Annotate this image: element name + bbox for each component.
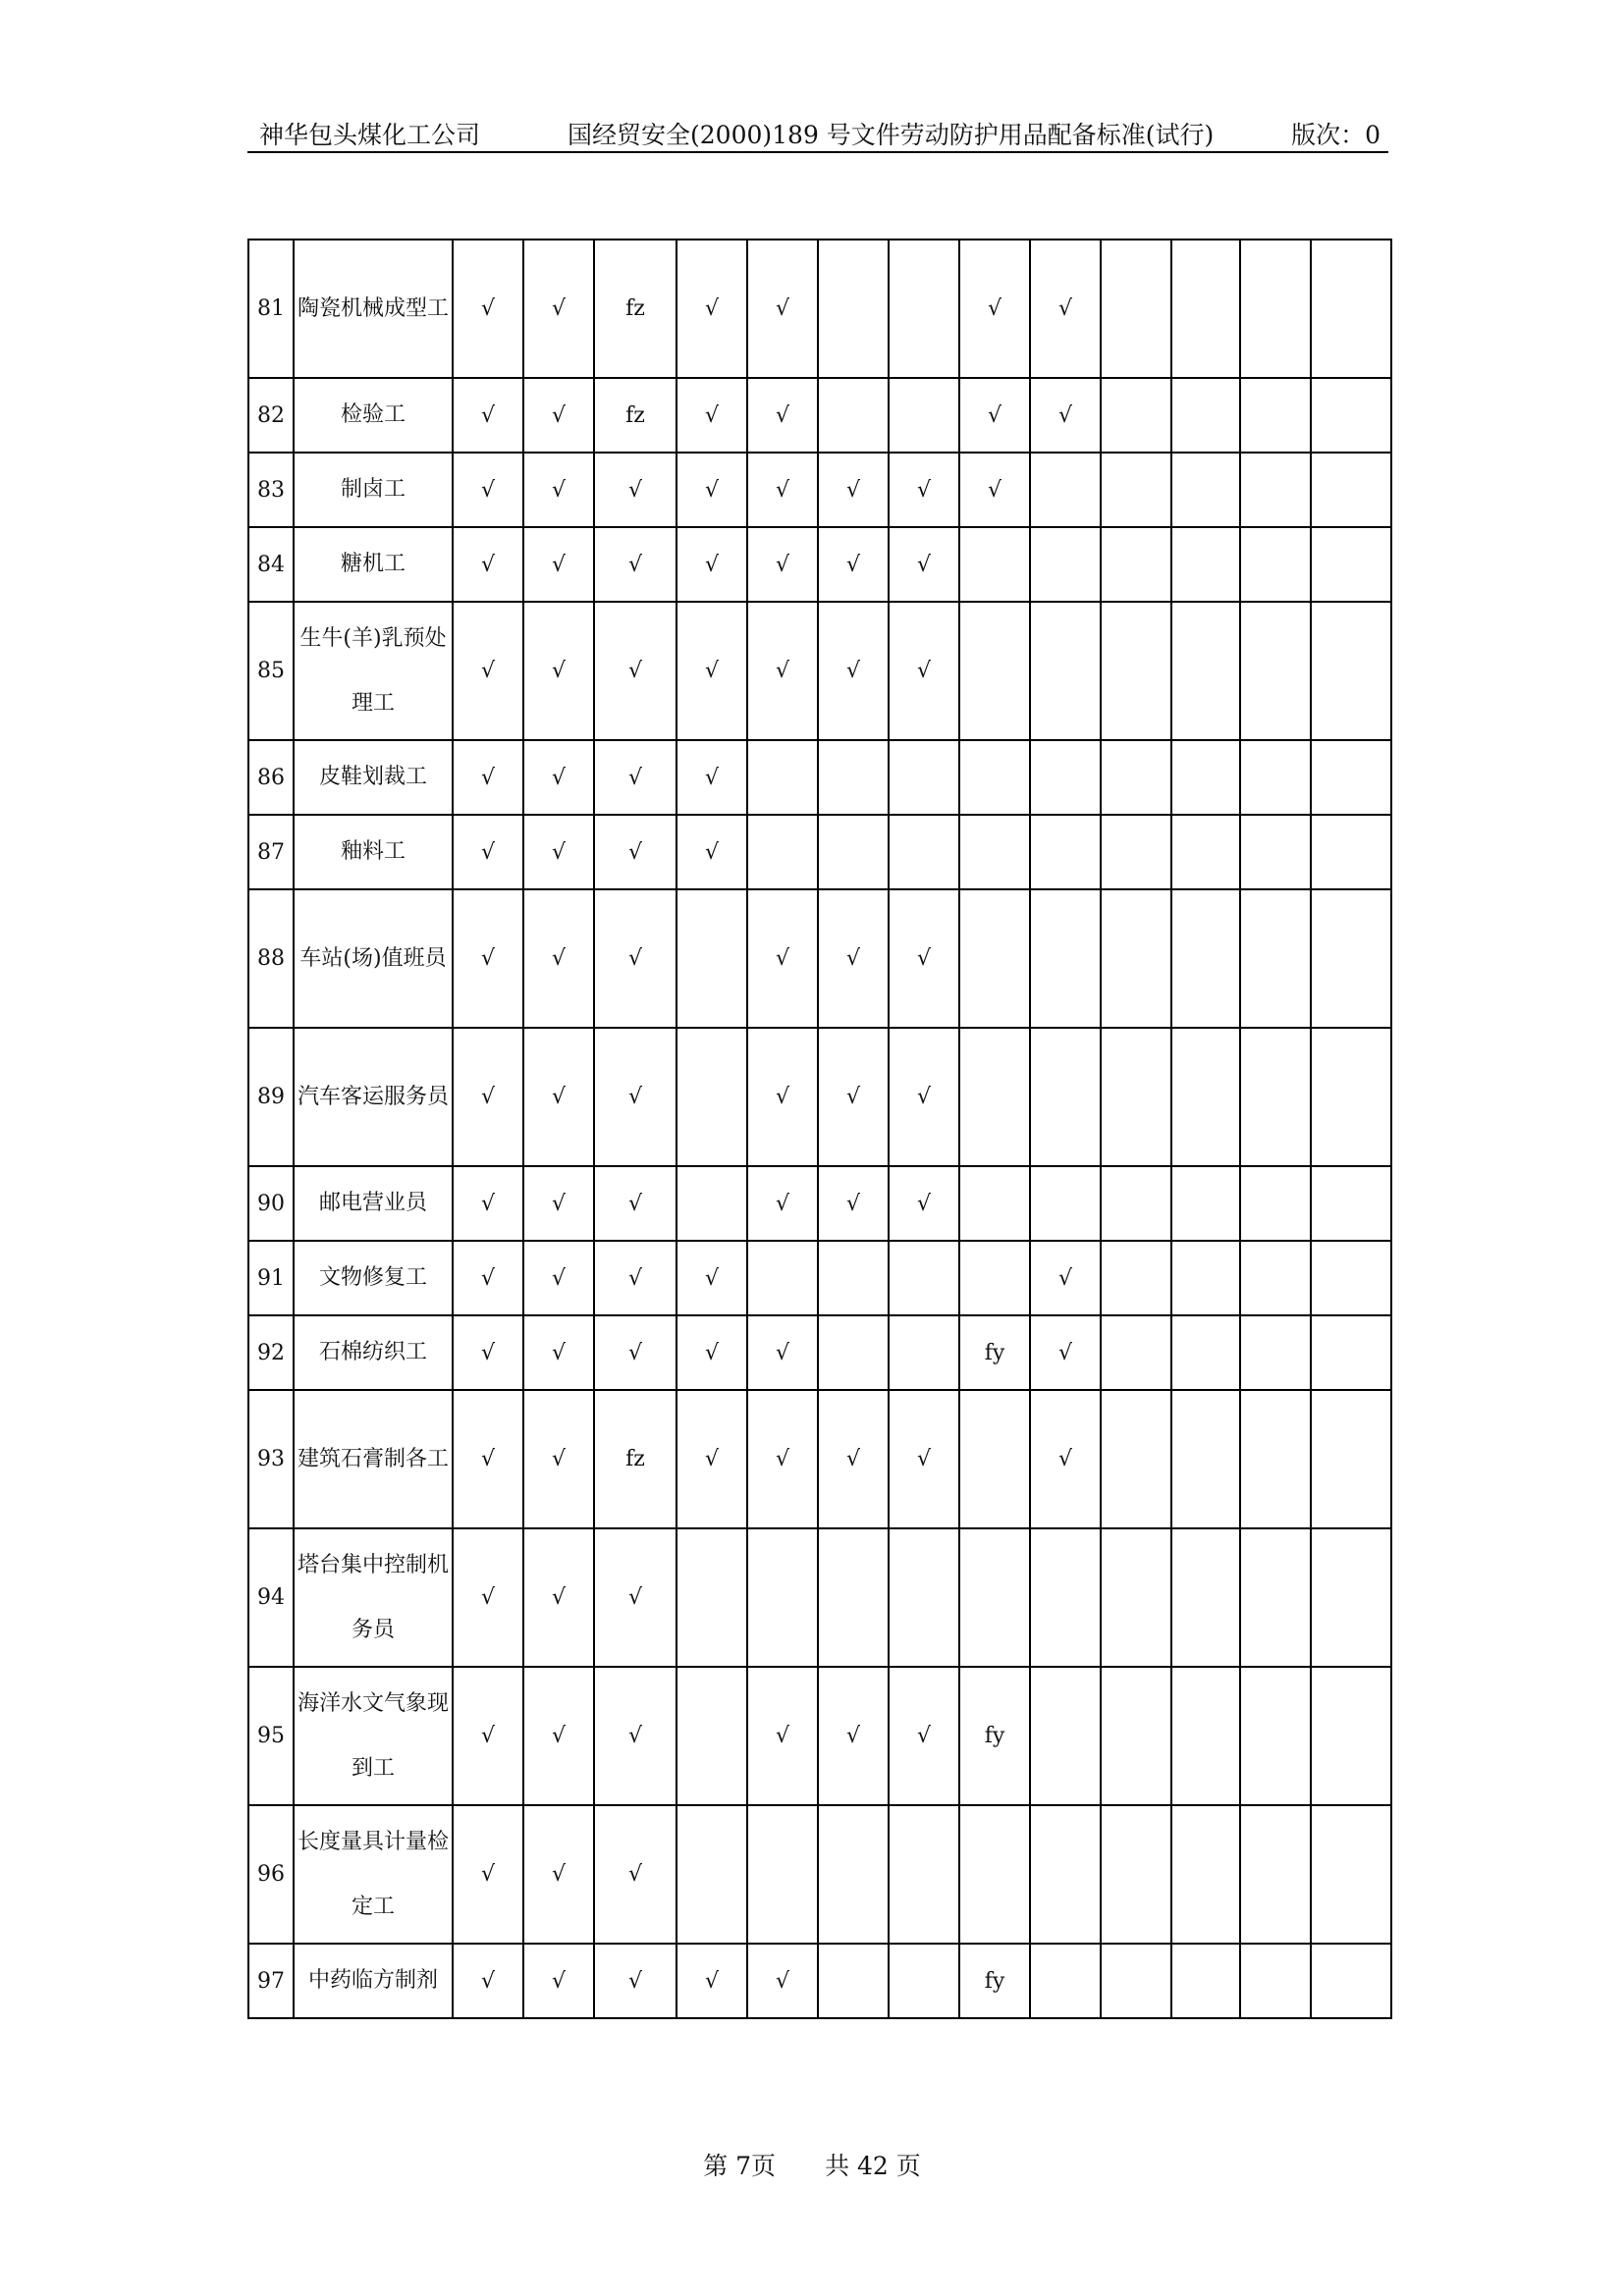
job-title: 邮电营业员 — [294, 1166, 453, 1241]
row-number: 87 — [248, 815, 294, 889]
equipment-cell — [1101, 1315, 1171, 1390]
equipment-cell: √ — [959, 378, 1030, 453]
job-title: 文物修复工 — [294, 1241, 453, 1315]
row-number: 96 — [248, 1805, 294, 1944]
equipment-cell: √ — [523, 1528, 594, 1667]
equipment-cell: √ — [677, 240, 747, 378]
equipment-cell — [1101, 602, 1171, 740]
equipment-cell — [959, 527, 1030, 602]
equipment-cell — [818, 378, 889, 453]
equipment-cell — [1311, 1805, 1391, 1944]
equipment-cell — [1101, 378, 1171, 453]
equipment-cell: √ — [747, 1166, 818, 1241]
equipment-cell: √ — [453, 740, 523, 815]
equipment-cell — [959, 1805, 1030, 1944]
table-row — [248, 1667, 1391, 1805]
equipment-cell — [1101, 1528, 1171, 1667]
equipment-cell: √ — [523, 378, 594, 453]
equipment-cell — [889, 740, 959, 815]
equipment-cell — [1240, 1241, 1311, 1315]
equipment-cell: √ — [818, 1390, 889, 1528]
equipment-cell — [959, 1528, 1030, 1667]
equipment-cell — [1311, 1315, 1391, 1390]
equipment-cell: √ — [677, 1315, 747, 1390]
equipment-cell: √ — [747, 602, 818, 740]
equipment-cell — [1030, 453, 1101, 527]
equipment-cell — [677, 1805, 747, 1944]
equipment-cell — [1240, 1028, 1311, 1166]
equipment-cell — [1311, 815, 1391, 889]
equipment-cell — [677, 1028, 747, 1166]
equipment-cell: √ — [523, 1315, 594, 1390]
equipment-cell — [1171, 602, 1240, 740]
equipment-cell — [889, 815, 959, 889]
equipment-cell: √ — [747, 1944, 818, 2018]
equipment-cell: √ — [677, 740, 747, 815]
equipment-cell — [818, 1315, 889, 1390]
equipment-cell — [1101, 889, 1171, 1028]
equipment-cell: √ — [818, 1028, 889, 1166]
equipment-cell: √ — [594, 815, 677, 889]
equipment-cell — [747, 1241, 818, 1315]
equipment-cell — [677, 1667, 747, 1805]
equipment-cell — [1171, 378, 1240, 453]
equipment-cell — [1171, 1944, 1240, 2018]
table-row — [248, 1390, 1391, 1528]
equipment-cell — [1311, 889, 1391, 1028]
equipment-cell: √ — [523, 1028, 594, 1166]
equipment-cell — [1240, 1528, 1311, 1667]
job-title: 皮鞋划裁工 — [294, 740, 453, 815]
table-row — [248, 740, 1391, 815]
equipment-cell: √ — [453, 1315, 523, 1390]
equipment-cell — [1030, 1944, 1101, 2018]
equipment-cell: √ — [594, 1028, 677, 1166]
equipment-cell: √ — [747, 1390, 818, 1528]
equipment-cell — [1171, 740, 1240, 815]
equipment-cell — [1171, 1390, 1240, 1528]
equipment-cell: √ — [889, 1028, 959, 1166]
equipment-cell: √ — [523, 1241, 594, 1315]
equipment-cell — [818, 740, 889, 815]
equipment-cell — [1030, 1166, 1101, 1241]
table-row — [248, 1528, 1391, 1667]
job-title: 糖机工 — [294, 527, 453, 602]
table-row — [248, 1944, 1391, 2018]
equipment-cell — [747, 1805, 818, 1944]
row-number: 86 — [248, 740, 294, 815]
equipment-cell — [1030, 602, 1101, 740]
equipment-cell — [677, 1166, 747, 1241]
equipment-cell — [1101, 1241, 1171, 1315]
row-number: 84 — [248, 527, 294, 602]
equipment-cell: √ — [818, 453, 889, 527]
equipment-cell: √ — [523, 602, 594, 740]
equipment-cell — [1171, 527, 1240, 602]
equipment-cell — [1240, 815, 1311, 889]
equipment-cell: √ — [523, 815, 594, 889]
page-number: 第 7页 — [703, 2152, 777, 2180]
equipment-cell — [1240, 1315, 1311, 1390]
equipment-cell — [889, 1528, 959, 1667]
equipment-cell — [677, 1528, 747, 1667]
equipment-cell — [889, 378, 959, 453]
equipment-cell — [1101, 815, 1171, 889]
table-row — [248, 240, 1391, 378]
equipment-cell: √ — [747, 889, 818, 1028]
equipment-cell: √ — [677, 815, 747, 889]
equipment-cell: √ — [594, 1944, 677, 2018]
equipment-cell — [1171, 889, 1240, 1028]
equipment-cell: √ — [453, 815, 523, 889]
equipment-cell: √ — [523, 889, 594, 1028]
equipment-cell — [959, 740, 1030, 815]
equipment-cell: √ — [677, 378, 747, 453]
row-number: 97 — [248, 1944, 294, 2018]
equipment-cell: √ — [747, 453, 818, 527]
equipment-cell: √ — [453, 453, 523, 527]
equipment-cell — [1240, 527, 1311, 602]
table-row — [248, 889, 1391, 1028]
equipment-cell: √ — [594, 602, 677, 740]
equipment-cell: √ — [747, 1028, 818, 1166]
equipment-cell: √ — [453, 889, 523, 1028]
equipment-cell — [1311, 1166, 1391, 1241]
equipment-cell: √ — [453, 1805, 523, 1944]
row-number: 82 — [248, 378, 294, 453]
table-row — [248, 527, 1391, 602]
equipment-cell — [1030, 1028, 1101, 1166]
equipment-cell — [1240, 378, 1311, 453]
equipment-cell: √ — [523, 740, 594, 815]
equipment-cell: √ — [747, 1315, 818, 1390]
equipment-cell: √ — [594, 1166, 677, 1241]
equipment-cell: √ — [453, 1390, 523, 1528]
equipment-cell: √ — [1030, 1390, 1101, 1528]
table-row — [248, 378, 1391, 453]
equipment-cell: √ — [959, 240, 1030, 378]
row-number: 95 — [248, 1667, 294, 1805]
equipment-cell: √ — [677, 1241, 747, 1315]
equipment-cell — [1311, 453, 1391, 527]
equipment-cell — [1171, 453, 1240, 527]
equipment-cell: √ — [677, 602, 747, 740]
company-name: 神华包头煤化工公司 — [259, 121, 481, 149]
equipment-cell: fz — [594, 240, 677, 378]
equipment-cell — [1030, 740, 1101, 815]
table-row — [248, 1166, 1391, 1241]
equipment-cell — [1311, 527, 1391, 602]
row-number: 89 — [248, 1028, 294, 1166]
equipment-cell — [1101, 1028, 1171, 1166]
equipment-cell — [959, 1028, 1030, 1166]
equipment-cell: √ — [889, 602, 959, 740]
equipment-cell: √ — [453, 1528, 523, 1667]
equipment-cell — [1030, 1667, 1101, 1805]
equipment-cell: √ — [453, 527, 523, 602]
job-title: 检验工 — [294, 378, 453, 453]
equipment-cell: √ — [594, 453, 677, 527]
equipment-cell: √ — [594, 527, 677, 602]
equipment-cell: √ — [889, 1390, 959, 1528]
equipment-cell — [1171, 1667, 1240, 1805]
equipment-cell: √ — [594, 889, 677, 1028]
equipment-cell — [1101, 1805, 1171, 1944]
equipment-cell: √ — [453, 378, 523, 453]
equipment-cell — [818, 1805, 889, 1944]
equipment-cell — [959, 1166, 1030, 1241]
equipment-cell — [1171, 1528, 1240, 1667]
equipment-cell: √ — [453, 1667, 523, 1805]
equipment-cell — [1030, 1805, 1101, 1944]
equipment-cell — [1030, 889, 1101, 1028]
equipment-cell — [1101, 1667, 1171, 1805]
equipment-cell — [1171, 1315, 1240, 1390]
equipment-cell — [1311, 240, 1391, 378]
equipment-cell: √ — [818, 602, 889, 740]
equipment-cell: √ — [747, 1667, 818, 1805]
row-number: 88 — [248, 889, 294, 1028]
equipment-cell — [1101, 527, 1171, 602]
equipment-cell — [818, 240, 889, 378]
equipment-cell — [1030, 1528, 1101, 1667]
job-title: 中药临方制剂 — [294, 1944, 453, 2018]
equipment-cell — [1030, 815, 1101, 889]
equipment-cell — [1311, 1390, 1391, 1528]
equipment-cell — [889, 1315, 959, 1390]
equipment-cell: √ — [677, 1390, 747, 1528]
equipment-cell: √ — [747, 240, 818, 378]
job-title: 石棉纺织工 — [294, 1315, 453, 1390]
equipment-cell: fz — [594, 1390, 677, 1528]
equipment-cell — [1171, 240, 1240, 378]
equipment-cell: √ — [594, 1241, 677, 1315]
equipment-cell — [1101, 240, 1171, 378]
equipment-cell — [1171, 1805, 1240, 1944]
equipment-cell — [1171, 1241, 1240, 1315]
row-number: 93 — [248, 1390, 294, 1528]
equipment-cell — [1101, 1390, 1171, 1528]
equipment-cell — [1171, 1028, 1240, 1166]
equipment-cell: √ — [453, 602, 523, 740]
equipment-cell — [1311, 1028, 1391, 1166]
equipment-cell — [1240, 1805, 1311, 1944]
page-total: 共 42 页 — [825, 2152, 921, 2180]
equipment-cell — [1240, 453, 1311, 527]
equipment-cell: √ — [677, 527, 747, 602]
page-header — [247, 116, 1388, 153]
equipment-cell: √ — [594, 1528, 677, 1667]
equipment-cell — [747, 1528, 818, 1667]
equipment-cell — [1240, 740, 1311, 815]
equipment-cell — [1101, 1166, 1171, 1241]
equipment-cell: √ — [523, 1944, 594, 2018]
job-title: 生牛(羊)乳预处理工 — [294, 602, 453, 740]
equipment-cell: √ — [523, 240, 594, 378]
table-row — [248, 1241, 1391, 1315]
equipment-cell: √ — [889, 889, 959, 1028]
equipment-cell — [959, 602, 1030, 740]
row-number: 94 — [248, 1528, 294, 1667]
equipment-cell: √ — [959, 453, 1030, 527]
equipment-cell — [747, 815, 818, 889]
job-title: 陶瓷机械成型工 — [294, 240, 453, 378]
equipment-cell: √ — [818, 527, 889, 602]
equipment-cell — [1030, 527, 1101, 602]
equipment-cell: √ — [523, 1667, 594, 1805]
equipment-cell: √ — [818, 889, 889, 1028]
equipment-cell — [1101, 740, 1171, 815]
equipment-cell — [677, 889, 747, 1028]
equipment-cell — [1240, 1944, 1311, 2018]
job-title: 建筑石膏制各工 — [294, 1390, 453, 1528]
equipment-cell — [1101, 1944, 1171, 2018]
table-row — [248, 453, 1391, 527]
equipment-cell — [1240, 1390, 1311, 1528]
equipment-cell: √ — [889, 453, 959, 527]
equipment-cell: √ — [453, 1166, 523, 1241]
equipment-cell: √ — [1030, 1315, 1101, 1390]
row-number: 91 — [248, 1241, 294, 1315]
equipment-cell: √ — [594, 1667, 677, 1805]
equipment-cell: √ — [889, 1667, 959, 1805]
table-row — [248, 1028, 1391, 1166]
table-row — [248, 1315, 1391, 1390]
table-body — [248, 240, 1391, 2018]
equipment-cell: √ — [523, 1390, 594, 1528]
equipment-cell — [1311, 1944, 1391, 2018]
equipment-cell — [818, 1528, 889, 1667]
equipment-cell: √ — [747, 527, 818, 602]
equipment-cell — [818, 1944, 889, 2018]
job-title: 制卤工 — [294, 453, 453, 527]
equipment-cell — [1311, 740, 1391, 815]
equipment-cell — [1311, 1667, 1391, 1805]
equipment-cell: √ — [523, 1166, 594, 1241]
equipment-cell — [1240, 602, 1311, 740]
equipment-cell — [889, 1805, 959, 1944]
equipment-cell: √ — [677, 1944, 747, 2018]
equipment-cell — [889, 240, 959, 378]
table-row — [248, 602, 1391, 740]
equipment-cell: √ — [523, 453, 594, 527]
equipment-cell: √ — [594, 1805, 677, 1944]
equipment-cell: √ — [453, 1944, 523, 2018]
equipment-cell: √ — [1030, 378, 1101, 453]
equipment-cell — [1311, 1528, 1391, 1667]
row-number: 92 — [248, 1315, 294, 1390]
equipment-cell — [1171, 815, 1240, 889]
table-row — [248, 1805, 1391, 1944]
equipment-cell — [959, 889, 1030, 1028]
job-title: 汽车客运服务员 — [294, 1028, 453, 1166]
equipment-cell: √ — [523, 1805, 594, 1944]
table-row — [248, 815, 1391, 889]
equipment-cell — [747, 740, 818, 815]
job-title: 车站(场)值班员 — [294, 889, 453, 1028]
equipment-cell — [818, 1241, 889, 1315]
equipment-cell: √ — [677, 453, 747, 527]
page-footer — [0, 2147, 1624, 2182]
equipment-cell — [1240, 1667, 1311, 1805]
equipment-cell — [818, 815, 889, 889]
equipment-cell — [1240, 889, 1311, 1028]
equipment-cell — [1171, 1166, 1240, 1241]
ppe-standard-table — [247, 239, 1392, 2019]
equipment-cell: √ — [1030, 240, 1101, 378]
equipment-cell: √ — [453, 1241, 523, 1315]
equipment-cell — [889, 1241, 959, 1315]
row-number: 90 — [248, 1166, 294, 1241]
job-title: 釉料工 — [294, 815, 453, 889]
equipment-cell — [1311, 1241, 1391, 1315]
row-number: 81 — [248, 240, 294, 378]
version-label: 版次：0 — [1291, 121, 1380, 149]
equipment-cell: fz — [594, 378, 677, 453]
job-title: 塔台集中控制机务员 — [294, 1528, 453, 1667]
equipment-cell — [1240, 240, 1311, 378]
equipment-cell — [1311, 602, 1391, 740]
equipment-cell: √ — [594, 740, 677, 815]
job-title: 长度量具计量检定工 — [294, 1805, 453, 1944]
equipment-cell: √ — [747, 378, 818, 453]
equipment-cell: √ — [818, 1166, 889, 1241]
equipment-cell — [959, 1241, 1030, 1315]
equipment-cell — [1101, 453, 1171, 527]
document-title: 国经贸安全(2000)189 号文件劳动防护用品配备标准(试行) — [568, 121, 1215, 149]
equipment-cell: √ — [818, 1667, 889, 1805]
equipment-cell: fy — [959, 1944, 1030, 2018]
equipment-cell: √ — [453, 240, 523, 378]
row-number: 85 — [248, 602, 294, 740]
equipment-cell: √ — [594, 1315, 677, 1390]
equipment-cell: fy — [959, 1315, 1030, 1390]
equipment-cell — [959, 1390, 1030, 1528]
job-title: 海洋水文气象现到工 — [294, 1667, 453, 1805]
row-number: 83 — [248, 453, 294, 527]
equipment-cell: √ — [889, 1166, 959, 1241]
equipment-cell — [1240, 1166, 1311, 1241]
equipment-cell — [959, 815, 1030, 889]
equipment-cell — [889, 1944, 959, 2018]
equipment-cell: √ — [889, 527, 959, 602]
equipment-cell: √ — [1030, 1241, 1101, 1315]
equipment-cell — [1311, 378, 1391, 453]
equipment-cell: √ — [453, 1028, 523, 1166]
equipment-cell: fy — [959, 1667, 1030, 1805]
equipment-cell: √ — [523, 527, 594, 602]
